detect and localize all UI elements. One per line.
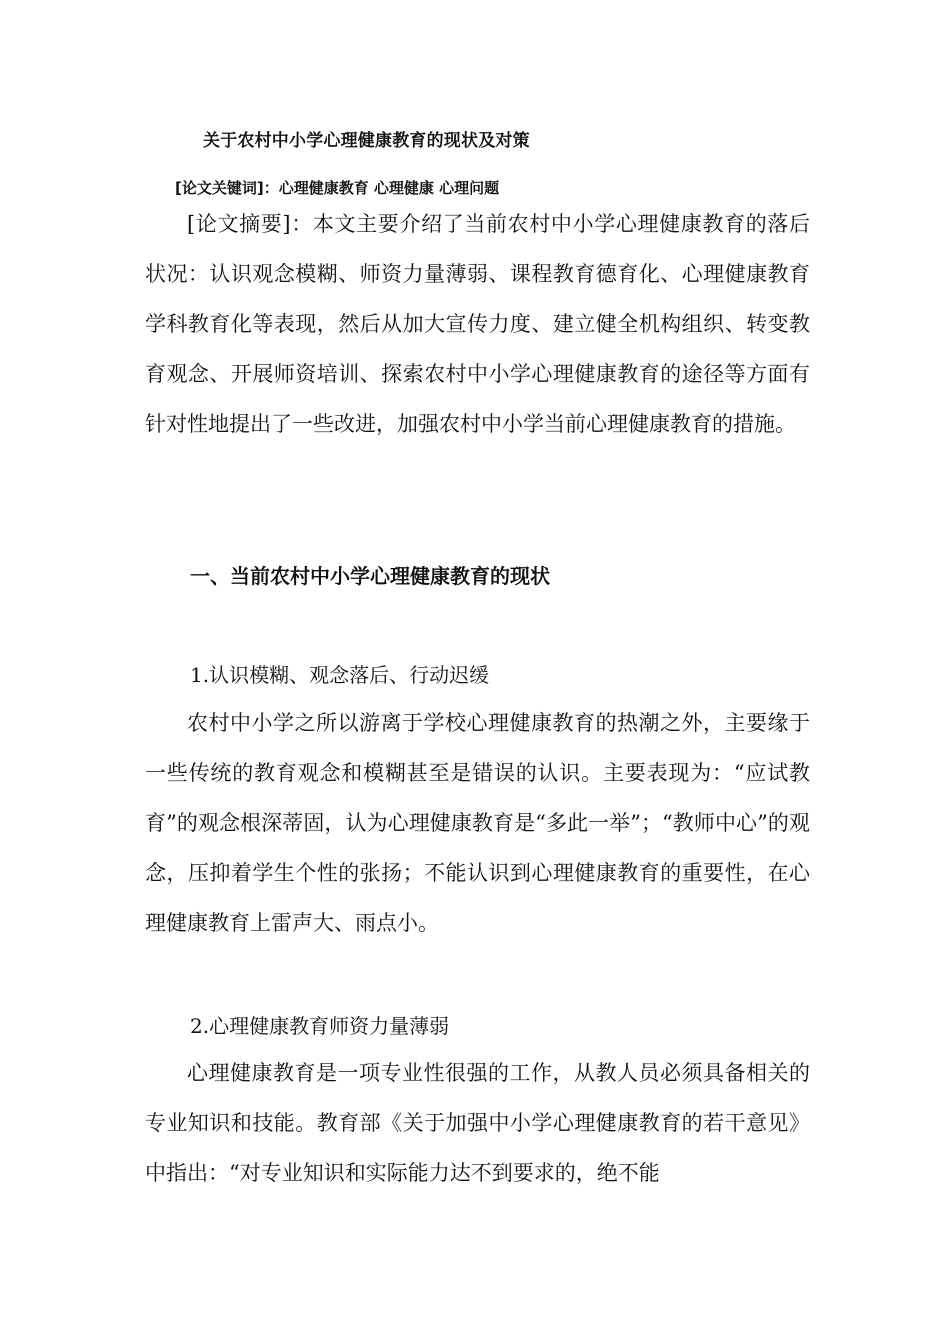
body-paragraph-2: 心理健康教育是一项专业性很强的工作，从教人员必须具备相关的专业知识和技能。教育部《关于加强中小学心理健康教育的若干意见》中指出：“对专业知识和实际能力达不到要求的，绝不能 <box>145 1061 810 1185</box>
body-paragraph-1: 农村中小学之所以游离于学校心理健康教育的热潮之外，主要缘于一些传统的教育观念和模糊甚至是错误的认识。主要表现为：“应试教育”的观念根深蒂固，认为心理健康教育是“多此一举”；“教师中心”的观念，压抑着学生个性的张扬；不能认识到心理健康教育的重要性，在心理健康教育上雷声大、雨点小。 <box>145 711 810 935</box>
section-heading: 一、当前农村中小学心理健康教育的现状 <box>190 564 550 588</box>
subsection-heading-1: 1.认识模糊、观念落后、行动迟缓 <box>190 663 490 687</box>
abstract-paragraph: [论文摘要]：本文主要介绍了当前农村中小学心理健康教育的落后状况：认识观念模糊、师资力量薄弱、课程教育德育化、心理健康教育学科教育化等表现，然后从加大宣传力度、建立健全机构组织、转变教育观念、开展师资培训、探索农村中小学心理健康教育的途径等方面有针对性地提出了一些改进，加强农村中小学当前心理健康教育的措施。 <box>145 212 810 436</box>
subsection-heading-2: 2.心理健康教育师资力量薄弱 <box>190 1014 450 1038</box>
keywords-line: [论文关键词]：心理健康教育 心理健康 心理问题 <box>175 179 500 197</box>
document-title: 关于农村中小学心理健康教育的现状及对策 <box>203 131 530 151</box>
